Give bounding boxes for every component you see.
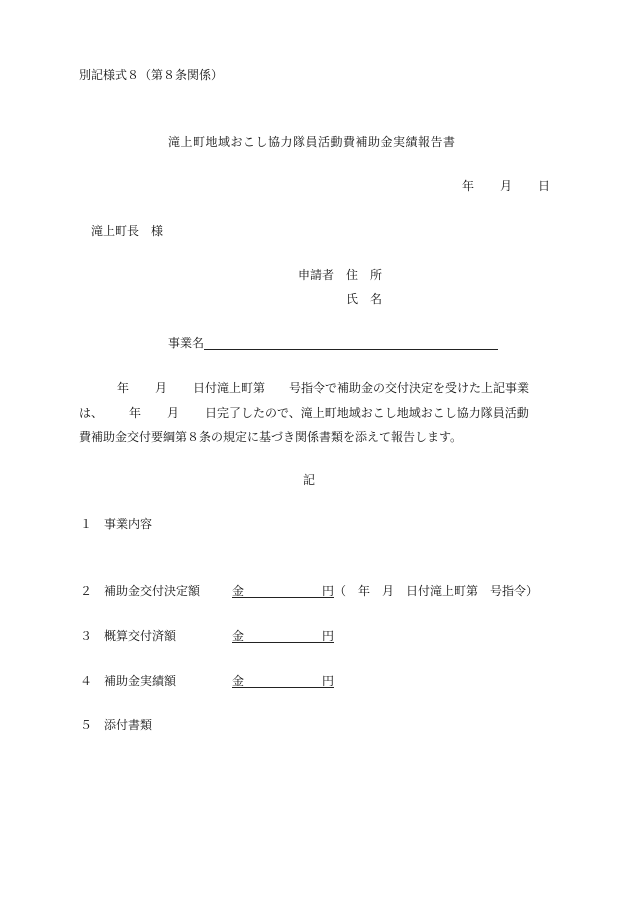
amount-field[interactable]: 金 円 (232, 584, 335, 598)
date-line (462, 179, 550, 193)
item-1: １ 事業内容 (80, 517, 153, 531)
body-line-3: 費補助金交付要綱第８条の規定に基づき関係書類を添えて報告します。 (79, 430, 463, 444)
body-line-2: は、 年 月 日完了したので、滝上町地域おこし地域おこし協力隊員活動 (79, 406, 529, 420)
document-title: 滝上町地域おこし協力隊員活動費補助金実績報告書 (168, 135, 456, 149)
date-day: 日 (538, 179, 551, 193)
amount-field[interactable]: 金 円 (232, 629, 335, 643)
applicant-name-label: 氏 名 (346, 292, 383, 306)
form-number-label: 別記様式８（第８条関係） (79, 68, 224, 82)
project-name-field[interactable] (204, 336, 498, 350)
address-label: 住 所 (346, 268, 383, 282)
body-line-1: 年 月 日付滝上町第 号指令で補助金の交付決定を受けた上記事業 (117, 381, 530, 395)
item-5: ５ 添付書類 (80, 718, 153, 732)
applicant-label: 申請者 (298, 268, 335, 282)
item-3: ３ 概算交付済額 金 円 (80, 629, 335, 643)
date-year: 年 (462, 179, 475, 193)
item-2: ２ 補助金交付決定額 金 円 （ 年 月 日付滝上町第 号指令） (80, 584, 539, 598)
applicant-address-row (298, 268, 382, 282)
addressee: 滝上町長 様 (91, 224, 164, 238)
date-month: 月 (500, 179, 513, 193)
project-name-row (168, 336, 498, 350)
project-name-label: 事業名 (168, 336, 205, 350)
item-4: ４ 補助金実績額 金 円 (80, 674, 335, 688)
amount-field[interactable]: 金 円 (232, 674, 335, 688)
ki-heading: 記 (303, 473, 316, 487)
